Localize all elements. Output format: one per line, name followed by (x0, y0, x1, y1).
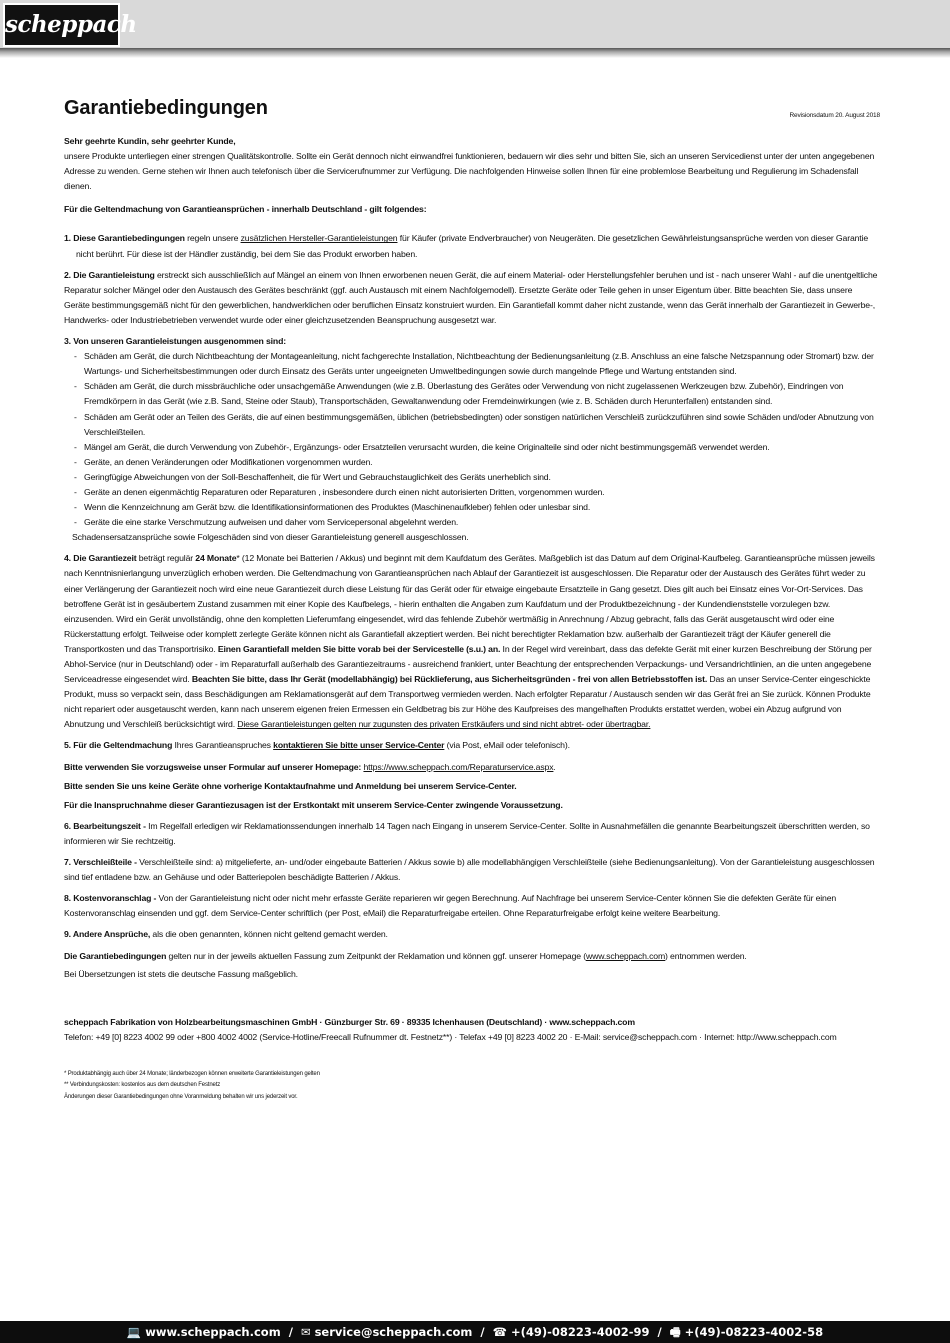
header-shadow (0, 48, 950, 58)
contact-service-link[interactable]: kontaktieren Sie bitte unser Service-Center (273, 740, 445, 751)
footer-fax: +(49)-08223-4002-58 (684, 1325, 824, 1339)
list-item: - Schäden am Gerät oder an Teilen des Geräts, die auf einen bestimmungsgemäßen, üblichen (betriebsbedingten) oder sonstigen natürlichen Verschleiß zurückzuführen sind sowie Schäden und/oder Abnutzung von Verschleißteilen. (74, 411, 874, 437)
list-item: - Geräte an denen eigenmächtig Reparaturen oder Reparaturen , insbesondere durch einen nicht autorisierten Dritten, vorgenommen wurden. (74, 486, 605, 497)
section-6: 6. Bearbeitungszeit - Im Regelfall erledigen wir Reklamationssendungen innerhalb 14 Tagen nach Eingang in unserem Service-Center. Sollte in Ausnahmefällen die genannte Bearbeitungszeit überschritten werden, so informieren wir Sie rechtzeitig. (64, 820, 870, 846)
section-3-closing: Schadensersatzansprüche sowie Folgeschäden sind von dieser Garantieleistung generell ausgeschlossen. (72, 532, 469, 543)
section-2-text: erstreckt sich ausschließlich auf Mängel an einem von Ihnen erworbenen neuen Gerät, die auf einem Material- oder Herstellungsfehler beruhen und ist - nach unserer Wahl - auf die unentgeltliche Reparatur solcher Mängel oder den Austausch des Gerätes beschränkt (ggf. auch Austausch mit einem Nachfolgemodell). Ersetzte Geräte oder Teile gehen in unser Eigentum über. Bitte beachten Sie, dass unsere Geräte bestimmungsgemäß nicht für den gewerblichen, handwerklichen oder beruflichen Einsatz konstruiert wurden. Ein Garantiefall kommt daher nicht zustande, wenn das Gerät innerhalb der Garantiezeit in Gewerbe-, Handwerks- oder Industriebetrieben verwendet wurde oder einer gleichzusetzenden Beanspruchung ausgesetzt war. (64, 269, 878, 325)
separator: / (480, 1325, 485, 1339)
first-contact-note: Für die Inanspruchnahme dieser Garantiezusagen ist der Erstkontakt mit unserem Service-Center zwingende Voraussetzung. (64, 799, 563, 810)
separator: / (288, 1325, 293, 1339)
computer-icon: 💻 (126, 1325, 142, 1339)
homepage-link[interactable]: www.scheppach.com (585, 950, 666, 961)
section-1-link[interactable]: zusätzlichen Hersteller-Garantieleistungen (240, 233, 398, 244)
list-item: - Schäden am Gerät, die durch missbräuchliche oder unsachgemäße Anwendungen (wie z.B. Überlastung des Gerätes oder Verwendung von nicht zugelassenen Werkzeugen bzw. Zubehör), Eindringen von Fremdkörpern in das Gerät (wie z.B. Sand, Steine oder Staub), Transportschäden, Gewaltanwendung oder Fremdeinwirkungen (wie z. B. Schäden durch Herunterfallen) entstanden sind. (74, 381, 844, 407)
section-2 (64, 268, 880, 328)
section-5-lead: 5. Für die Geltendmachung (64, 740, 173, 751)
list-item: - Geräte die eine starke Verschmutzung aufweisen und daher vom Servicepersonal abgelehnt werden. (74, 517, 459, 528)
footer-mail[interactable]: service@scheppach.com (314, 1325, 473, 1339)
section-4-lead: 4. Die Garantiezeit (64, 553, 137, 564)
section-4-note: Diese Garantieleistungen gelten nur zugunsten des privaten Erstkäufers und sind nicht abtret- oder übertragbar. (237, 719, 651, 730)
section-2-lead: 2. Die Garantieleistung (64, 269, 155, 280)
section-1-lead: 1. Diese Garantiebedingungen (64, 233, 185, 244)
footer-phone[interactable]: +(49)-08223-4002-99 (510, 1325, 650, 1339)
footer-bar (0, 1321, 950, 1343)
section-4: 4. Die Garantiezeit beträgt regulär 24 Monate* (12 Monate bei Batterien / Akkus) und beginnt mit dem Kaufdatum des Gerätes. Maßgeblich ist das Datum auf dem Original-Kaufbeleg. Garantieansprüche müssen jeweils nach Kenntnisnierlangung unverzüglich erhoben werden. Die Geltendmachung von Garantieansprüchen nach Ablauf der Garantiezeit ist ausgeschlossen. Die Reparatur oder der Austausch des Gerätes führt weder zu einer Verlängerung der Garantiezeit noch wird eine neue Garantiezeit durch diese Leistung für das Gerät oder für etwaige eingebaute Ersatzteile in Gang gesetzt. Dies gilt auch bei Einsatz eines Vor-Ort-Services. Das betroffene Gerät ist in gesäubertem Zustand zusammen mit einer Kopie des Kaufbelegs, - hierin enthalten die Angaben zum Kaufdatum und der Produktbezeichnung - der Kundendienststelle vorzulegen bzw. einzusenden. Wird ein Gerät unvollständig, ohne den kompletten Lieferumfang eingesendet, wird das fehlende Zubehör wertmäßig in Anrechnung / Abzug gebracht, falls das Gerät ausgetauscht wird oder eine Rückerstattung erfolgt. Teilweise oder komplett zerlegte Geräte können nicht als Garantiefall akzeptiert werden. Bei nicht berechtigter Reklamation bzw. außerhalb der Garantiezeit trägt der Käufer generell die Transportkosten und das Transportrisiko. Einen Garantiefall melden Sie bitte vorab bei der Servicestelle (s.u.) an. In der Regel wird vereinbart, dass das defekte Gerät mit einer kurzen Beschreibung der Störung per Abhol-Service (nur in Deutschland) oder - im Reparaturfall außerhalb des Garantiezeitraums - ausreichend frankiert, unter Beachtung der entsprechenden Verpackungs- und Versandrichtlinien, an die unten angegebene Serviceadresse eingesendet wird. Beachten Sie bitte, dass Ihr Gerät (modellabhängig) bei Rücklieferung, aus Sicherheitsgründen - frei von allen Betriebsstoffen ist. Das an unser Service-Center eingeschickte Produkt, muss so verpackt sein, dass Beschädigungen am Reklamationsgerät auf dem Transportweg vermieden werden. Nach erfolgter Reparatur / Austausch senden wir das Gerät frei an Sie zurück. Können Produkte nicht repariert oder ausgetauscht werden, kann nach unserem eigenen freien Ermessen ein Geldbetrag bis zur Höhe des Kaufpreises des mangelhaften Produkts erstattet werden, wobei ein Abzug aufgrund von Abnutzung und Verschleiß berücksichtigt wird. Diese Garantieleistungen gelten nur zugunsten des privaten Erstkäufers und sind nicht abtret- oder übertragbar. (64, 553, 875, 730)
section-3-lead: 3. Von unseren Garantieleistungen ausgenommen sind: (64, 336, 286, 347)
footnotes (64, 1069, 880, 1104)
header-bar (0, 0, 950, 48)
warranty-duration: 24 Monate (195, 553, 237, 564)
footer-web[interactable]: www.scheppach.com (145, 1325, 281, 1339)
scope-heading: Für die Geltendmachung von Garantieansprüchen - innerhalb Deutschland - gilt folgendes: (64, 204, 427, 215)
section-7: 7. Verschleißteile - Verschleißteile sind: a) mitgelieferte, an- und/oder eingebaute Batterien / Akkus sowie b) alle modellabhängigen Verschleißteile (siehe Bedienungsanleitung). Von der Garantieleistung ausgeschlossen sind tief entladene bzw. an Gehäuse und oder Batteriepolen beschädigte Batterien / Akkus. (64, 857, 875, 883)
intro-paragraph: unsere Produkte unterliegen einer strengen Qualitätskontrolle. Sollte ein Gerät dennoch nicht einwandfrei funktionieren, bedauern wir dies sehr und bitten Sie, sich an unseren Servicedienst unter der unten angegebenen Adresse zu wenden. Gerne stehen wir Ihnen auch telefonisch über die Servicerufnummer zur Verfügung. Die nachfolgenden Hinweise sollen Ihnen für eine problemlose Bearbeitung und Regulierung im Schadensfall dienen. (64, 151, 875, 192)
footnote: ** Verbindungskosten: kostenlos aus dem deutschen Festnetz (64, 1082, 221, 1089)
company-address: scheppach Fabrikation von Holzbearbeitungsmaschinen GmbH · Günzburger Str. 69 · 89335 Ichenhausen (Deutschland) · www.scheppach.com (64, 1016, 635, 1027)
section-1-text: für Käufer (private Endverbraucher) von Neugeräten. Die gesetzlichen Gewährleistungsansprüche werden von dieser Garantie nicht berührt. Für diese ist der Händler zuständig, bei dem Sie das Produkt erworben haben. (76, 233, 869, 259)
translation-note: Bei Übersetzungen ist stets die deutsche Fassung maßgeblich. (64, 968, 298, 979)
separator: / (657, 1325, 662, 1339)
footnote: Änderungen dieser Garantiebedingungen ohne Voranmeldung behalten wir uns jederzeit vor. (64, 1093, 298, 1100)
section-5: 5. Für die Geltendmachung Ihres Garantieanspruches kontaktieren Sie bitte unser Service-Center (via Post, eMail oder telefonisch). (64, 740, 570, 751)
scheppach-logo: scheppach (3, 3, 120, 47)
footnote: * Produktabhängig auch über 24 Monate; länderbezogen können erweiterte Garantieleistungen gelten (64, 1070, 320, 1077)
list-item: - Wenn die Kennzeichnung am Gerät bzw. die Identifikationsinformationen des Produktes (Maschinenaufkleber) fehlen oder unlesbar sind. (74, 502, 591, 513)
mail-icon: ✉ (300, 1325, 311, 1339)
section-9: 9. Andere Ansprüche, als die oben genannten, können nicht geltend gemacht werden. (64, 929, 388, 940)
page-title: Garantiebedingungen (64, 97, 268, 119)
list-item: - Geräte, an denen Veränderungen oder Modifikationen vorgenommen wurden. (74, 456, 373, 467)
document-body (64, 94, 880, 1103)
greeting: Sehr geehrte Kundin, sehr geehrter Kunde, (64, 136, 236, 146)
form-hint: Bitte verwenden Sie vorzugsweise unser Formular auf unserer Homepage: https://www.scheppach.com/Reparaturservice.aspx. (64, 761, 556, 772)
section-8: 8. Kostenvoranschlag - Von der Garantieleistung nicht oder nicht mehr erfasste Geräte reparieren wir gegen Berechnung. Auf Nachfrage bei unserem Service-Center können Sie die defekten Geräte für einen Kostenvoranschlag einsenden und ggf. dem Service-Center schriftlich (per Post, eMail) die Reparaturfreigabe erteilen. Ohne Reparaturfreigabe erfolgt keine weitere Bearbeitung. (64, 893, 837, 919)
section-3-list (64, 349, 880, 530)
list-item: - Geringfügige Abweichungen von der Soll-Beschaffenheit, die für Wert und Gebrauchstauglichkeit des Geräts unerheblich sind. (74, 471, 551, 482)
contact-line: Telefon: +49 [0] 8223 4002 99 oder +800 4002 4002 (Service-Hotline/Freecall Rufnummer dt. Festnetz**) · Telefax +49 [0] 8223 4002 20 · E-Mail: service@scheppach.com · Internet: http://www.scheppach.com (64, 1031, 837, 1042)
no-devices-note: Bitte senden Sie uns keine Geräte ohne vorherige Kontaktaufnahme und Anmeldung bei unserem Service-Center. (64, 780, 517, 791)
phone-icon: ☎ (492, 1325, 507, 1339)
section-1 (64, 231, 880, 261)
fax-icon: 🖷 (669, 1325, 681, 1339)
list-item: - Mängel am Gerät, die durch Verwendung von Zubehör-, Ergänzungs- oder Ersatzteilen verursacht wurden, die keine Originalteile sind oder nicht bestimmungsgemäß verwendet werden. (74, 441, 770, 452)
section-1-pre: regeln unsere (184, 233, 241, 244)
repair-form-link[interactable]: https://www.scheppach.com/Reparaturservice.aspx (363, 761, 554, 772)
revision-date: Revisionsdatum 20. August 2018 (789, 112, 880, 119)
list-item: - Schäden am Gerät, die durch Nichtbeachtung der Montageanleitung, nicht fachgerechte Installation, Nichtbeachtung der Bedienungsanleitung (z.B. Anschluss an eine falsche Netzspannung oder Stromart) bzw. der Wartungs- und Sicherheitsbestimmungen oder durch Einsatz des Geräts unter ungeeigneten Umweltbedingungen sowie durch mangelnde Pflege und Wartung entstanden sind. (74, 351, 874, 377)
validity-note: Die Garantiebedingungen gelten nur in der jeweils aktuellen Fassung zum Zeitpunkt der Reklamation und können ggf. unserer Homepage (www.scheppach.com) entnommen werden. (64, 950, 747, 961)
